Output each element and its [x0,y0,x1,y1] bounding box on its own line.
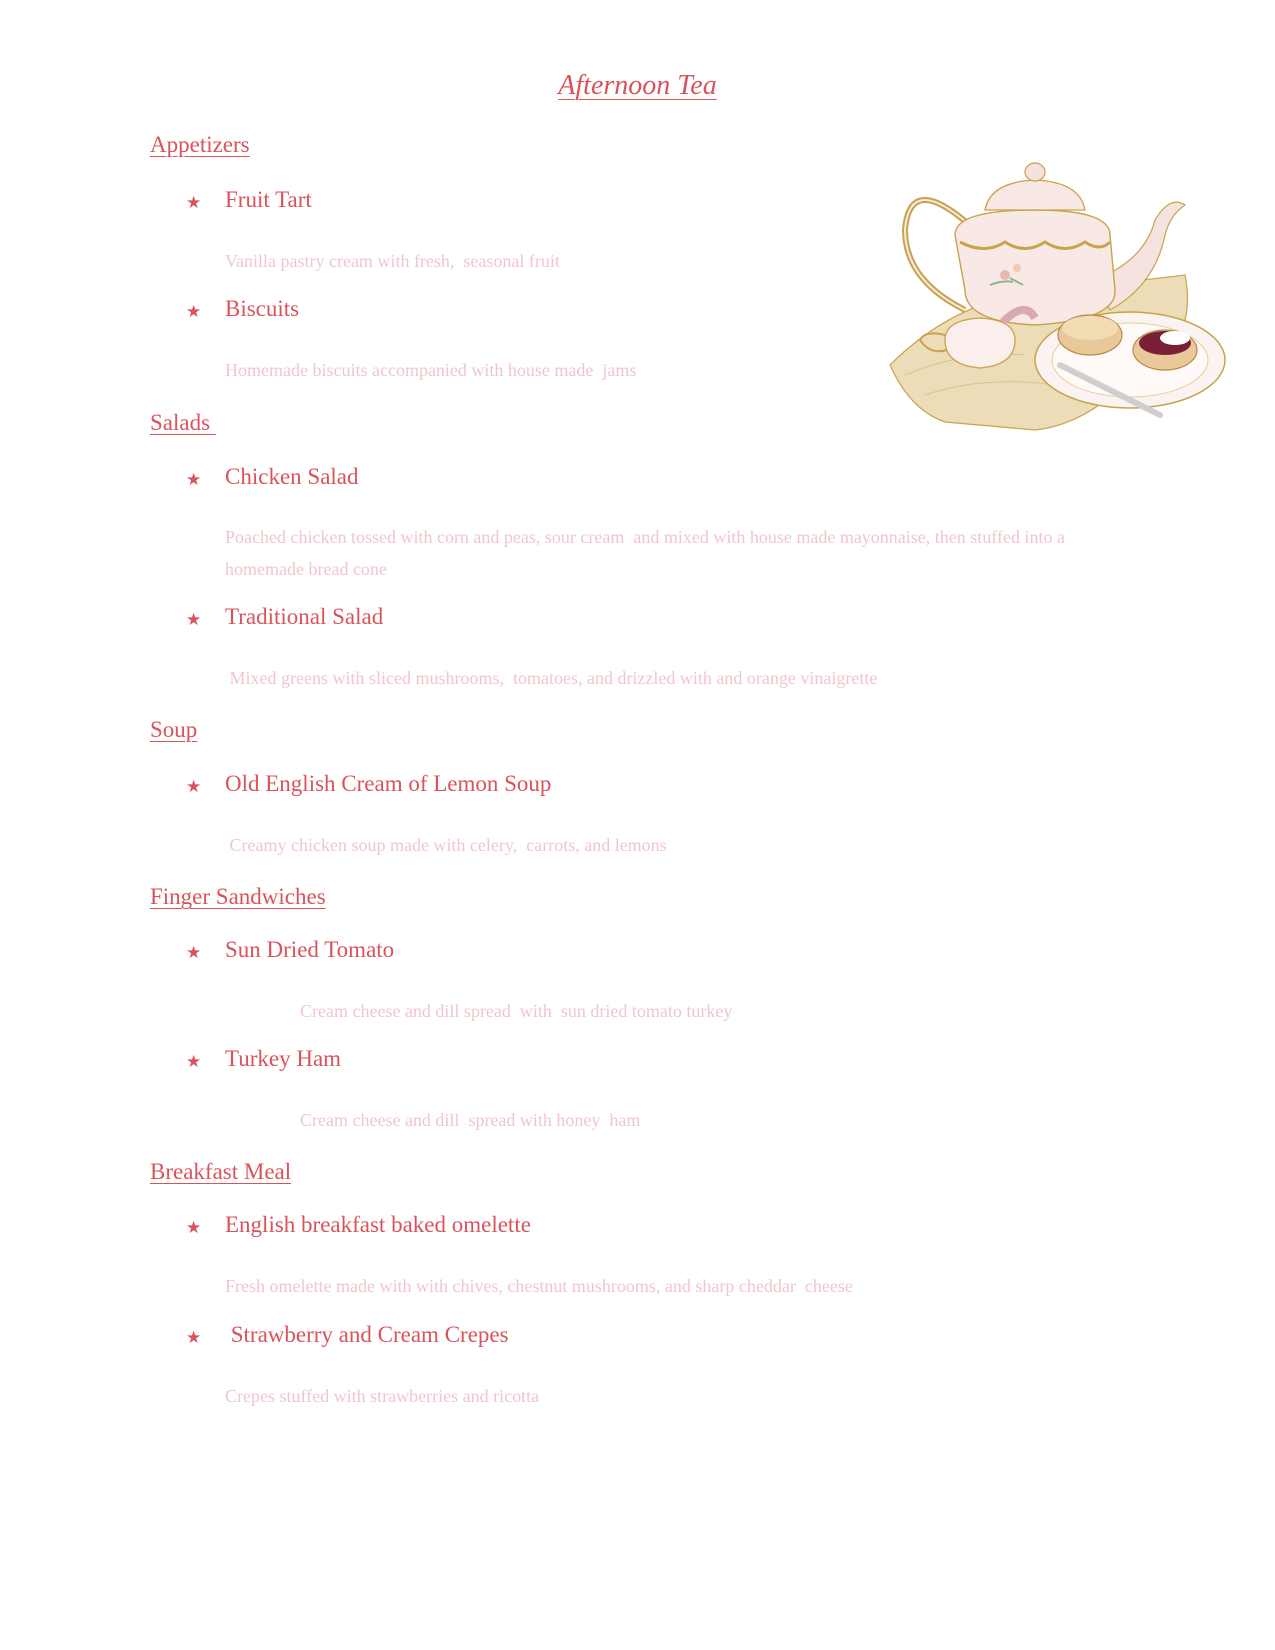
menu-item-description: Poached chicken tossed with corn and peas, sour cream and mixed with house made mayonnaise, then stuffed into a homemade bread cone [225,527,1070,579]
star-bullet-icon: ★ [186,1218,202,1237]
menu-title: Afternoon Tea [558,70,717,101]
menu-item-description: Crepes stuffed with strawberries and ricotta [225,1386,540,1406]
menu-item-name: Old English Cream of Lemon Soup [225,771,552,796]
menu-item-name: Chicken Salad [225,464,359,489]
section-heading-appetizers: Appetizers [150,132,250,157]
section-heading-salads: Salads [150,410,216,435]
menu-item-description: Mixed greens with sliced mushrooms, tomatoes, and drizzled with and orange vinaigrette [225,668,878,688]
menu-item-name: Traditional Salad [225,604,384,629]
star-bullet-icon: ★ [186,1328,202,1347]
star-bullet-icon: ★ [186,610,202,629]
menu-item-description: Cream cheese and dill spread with sun dried tomato turkey [300,1001,733,1021]
menu-item-name: Strawberry and Cream Crepes [225,1322,509,1347]
section-heading-soup: Soup [150,717,198,742]
menu-item-description: Homemade biscuits accompanied with house made jams [225,360,637,380]
star-bullet-icon: ★ [186,302,202,321]
menu-item-description: Cream cheese and dill spread with honey ham [300,1110,641,1130]
star-bullet-icon: ★ [186,470,202,489]
section-heading-finger-sandwiches: Finger Sandwiches [150,884,326,909]
menu-item-description: Fresh omelette made with with chives, chestnut mushrooms, and sharp cheddar cheese [225,1276,853,1296]
star-bullet-icon: ★ [186,777,202,796]
star-bullet-icon: ★ [186,943,202,962]
menu-item-name: Fruit Tart [225,187,312,212]
menu-item-description: Vanilla pastry cream with fresh, seasonal fruit [225,251,560,271]
menu-item-description: Creamy chicken soup made with celery, carrots, and lemons [225,835,667,855]
menu-item-name: Sun Dried Tomato [225,937,395,962]
section-heading-breakfast-meal: Breakfast Meal [150,1159,292,1184]
star-bullet-icon: ★ [186,193,202,212]
star-bullet-icon: ★ [186,1052,202,1071]
menu-item-name: Biscuits [225,296,300,321]
menu-item-name: Turkey Ham [225,1046,342,1071]
teapot-illustration [885,160,1230,455]
menu-item-name: English breakfast baked omelette [225,1212,531,1237]
